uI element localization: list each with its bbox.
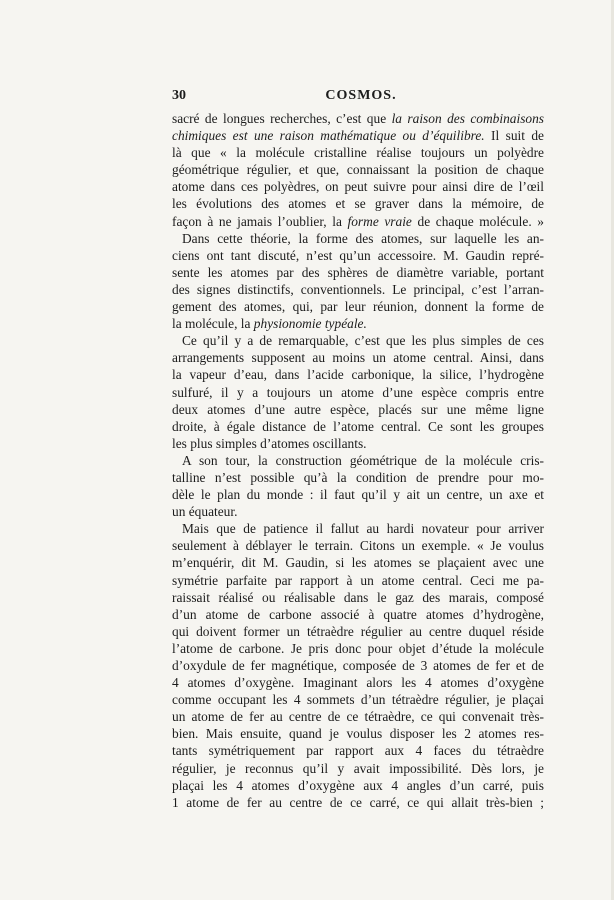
text-line: d’un atome de carbone associé à quatre atomes d’hydrogène, (172, 606, 544, 622)
text-line: atome dans ces polyèdres, on peut suivre pour ainsi dire de l’œil (172, 179, 544, 195)
text-line: droite, à égale distance de l’atome central. Ce sont les groupes (172, 418, 544, 434)
text-line: sente les atomes par des sphères de diamètre variable, portant (172, 264, 544, 280)
text-line: chimiques est une raison mathématique ou d’équilibre. Il suit de (172, 128, 544, 144)
text-line: sulfuré, il y a toujours un atome d’une espèce compris entre (172, 384, 544, 400)
page-header (172, 88, 550, 106)
text-line: qui doivent former un tétraèdre régulier au centre duquel réside (172, 623, 544, 639)
text-line: Dans cette théorie, la forme des atomes, sur laquelle les an- (182, 230, 544, 246)
text-line: les plus simples d’atomes oscillants. (172, 435, 367, 451)
text-line: la vapeur d’eau, dans l’acide carbonique, la silice, l’hydrogène (172, 367, 544, 383)
text-line: raissait réalisé ou réalisable dans le gaz des marais, composé (172, 589, 544, 605)
page-number: 30 (172, 88, 186, 103)
text-line: ciens ont tant discuté, n’est qu’un accessoire. M. Gaudin repré- (172, 247, 544, 263)
text-line: les évolutions des atomes et se graver dans la mémoire, de (172, 196, 544, 212)
text-line: dèle le plan du monde : il faut qu’il y ait un centre, un axe et (172, 487, 544, 503)
text-line: 1 atome de fer au centre de ce carré, ce qui allait très-bien ; (172, 794, 544, 810)
text-line: géométrique régulier, et que, connaissant la position de chaque (172, 162, 544, 178)
text-line: deux atomes d’une autre espèce, placés sur une même ligne (172, 401, 544, 417)
text-line: seulement à déblayer le terrain. Citons un exemple. « Je voulus (172, 538, 544, 554)
text-line: l’atome de carbone. Je pris donc pour objet d’étude la molécule (172, 640, 544, 656)
text-line: façon à ne jamais l’oublier, la forme vraie de chaque molécule. » (172, 213, 544, 229)
text-line: talline n’est possible qu’à la condition de prendre pour mo- (172, 469, 544, 485)
text-line: m’enquérir, dit M. Gaudin, si les atomes se plaçaient avec une (172, 555, 544, 571)
text-line: sacré de longues recherches, c’est que la raison des combinaisons (172, 111, 545, 126)
text-line: tants symétriquement par rapport aux 4 faces du tétraèdre (172, 743, 544, 759)
text-line: la molécule, la physionomie typéale. (172, 316, 367, 332)
body-text (172, 110, 544, 811)
text-line: A son tour, la construction géométrique de la molécule cris- (182, 452, 544, 468)
text-line: des signes distinctifs, conventionnels. Le principal, c’est l’arran- (172, 281, 544, 297)
text-line: Ce qu’il y a de remarquable, c’est que les plus simples de ces (182, 333, 544, 349)
text-line: symétrie parfaite par rapport à un atome central. Ceci me pa- (172, 572, 544, 588)
text-line: gement des atomes, qui, par leur réunion, donnent la forme de (172, 299, 544, 315)
text-line: bien. Mais ensuite, quand je voulus disposer les 2 atomes res- (172, 726, 544, 742)
text-line: un équateur. (172, 504, 238, 520)
text-line: un atome de fer au centre de ce tétraèdre, ce qui convenait très- (172, 709, 544, 725)
text-line: Mais que de patience il fallut au hardi novateur pour arriver (182, 521, 544, 537)
text-line: là que « la molécule cristalline réalise toujours un polyèdre (172, 145, 544, 161)
text-line: arrangements supposent au moins un atome central. Ainsi, dans (172, 350, 544, 366)
text-line: comme occupant les 4 sommets d’un tétraèdre régulier, je plaçai (172, 692, 544, 708)
text-line: 4 atomes d’oxygène. Imaginant alors les 4 atomes d’oxygène (172, 675, 544, 691)
text-line: régulier, je reconnus qu’il y avait impossibilité. Dès lors, je (172, 760, 544, 776)
text-line: d’oxydule de fer magnétique, composée de 3 atomes de fer et de (172, 658, 544, 673)
text-line: plaçai les 4 atomes d’oxygène aux 4 angles d’un carré, puis (172, 777, 544, 793)
running-title: COSMOS. (325, 88, 397, 103)
